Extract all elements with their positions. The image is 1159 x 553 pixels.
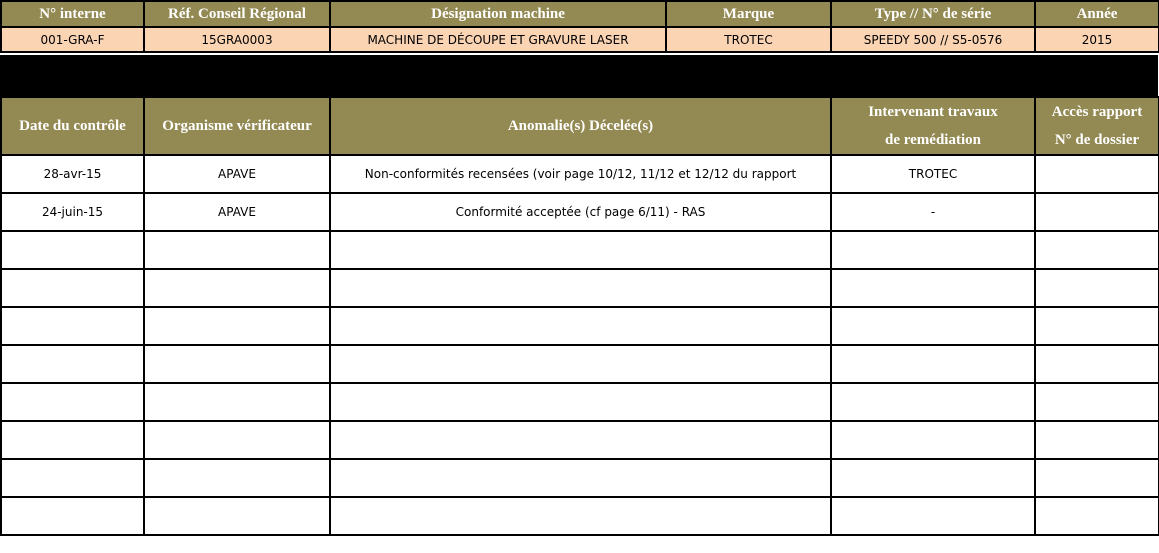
cell-date[interactable] bbox=[1, 269, 144, 307]
cell-intervenant[interactable] bbox=[831, 421, 1035, 459]
control-row bbox=[1, 193, 1159, 231]
header-acces-line1: Accès rapport bbox=[1051, 104, 1143, 120]
header-type-numero-serie[interactable]: Type // N° de série bbox=[831, 1, 1035, 27]
cell-intervenant[interactable] bbox=[831, 307, 1035, 345]
cell-acces[interactable] bbox=[1035, 231, 1159, 269]
cell-anomalies[interactable]: Conformité acceptée (cf page 6/11) - RAS bbox=[330, 193, 831, 231]
cell-ref-conseil-regional[interactable]: 15GRA0003 bbox=[144, 27, 330, 52]
cell-organisme[interactable] bbox=[144, 459, 330, 497]
black-separator-band bbox=[0, 55, 1158, 96]
control-row bbox=[1, 383, 1159, 421]
control-row bbox=[1, 269, 1159, 307]
control-rows bbox=[1, 155, 1159, 535]
cell-anomalies[interactable] bbox=[330, 231, 831, 269]
cell-date[interactable] bbox=[1, 421, 144, 459]
cell-acces[interactable] bbox=[1035, 421, 1159, 459]
cell-type-numero-serie[interactable]: SPEEDY 500 // S5-0576 bbox=[831, 27, 1035, 52]
machine-value-row bbox=[1, 27, 1159, 52]
cell-intervenant[interactable] bbox=[831, 345, 1035, 383]
control-row bbox=[1, 155, 1159, 193]
cell-anomalies[interactable]: Non-conformités recensées (voir page 10/12, 11/12 et 12/12 du rapport bbox=[330, 155, 831, 193]
cell-date[interactable] bbox=[1, 307, 144, 345]
machine-info-table bbox=[0, 0, 1159, 53]
cell-date[interactable] bbox=[1, 459, 144, 497]
cell-organisme[interactable] bbox=[144, 269, 330, 307]
control-row bbox=[1, 421, 1159, 459]
cell-intervenant[interactable] bbox=[831, 459, 1035, 497]
cell-acces[interactable] bbox=[1035, 497, 1159, 535]
header-date-controle[interactable]: Date du contrôle bbox=[1, 97, 144, 155]
cell-intervenant[interactable] bbox=[831, 383, 1035, 421]
control-history-table bbox=[0, 96, 1159, 536]
cell-intervenant[interactable] bbox=[831, 497, 1035, 535]
cell-anomalies[interactable] bbox=[330, 421, 831, 459]
cell-anomalies[interactable] bbox=[330, 345, 831, 383]
control-row bbox=[1, 497, 1159, 535]
header-designation-machine[interactable]: Désignation machine bbox=[330, 1, 666, 27]
cell-organisme[interactable] bbox=[144, 383, 330, 421]
cell-intervenant[interactable] bbox=[831, 231, 1035, 269]
header-acces-line2: N° de dossier bbox=[1054, 132, 1140, 148]
cell-organisme[interactable] bbox=[144, 421, 330, 459]
cell-date[interactable] bbox=[1, 345, 144, 383]
cell-date[interactable]: 24-juin-15 bbox=[1, 193, 144, 231]
cell-date[interactable]: 28-avr-15 bbox=[1, 155, 144, 193]
cell-organisme[interactable]: APAVE bbox=[144, 155, 330, 193]
cell-anomalies[interactable] bbox=[330, 307, 831, 345]
control-row bbox=[1, 459, 1159, 497]
cell-organisme[interactable] bbox=[144, 231, 330, 269]
cell-acces[interactable] bbox=[1035, 459, 1159, 497]
cell-annee[interactable]: 2015 bbox=[1035, 27, 1159, 52]
control-row bbox=[1, 231, 1159, 269]
header-anomalies[interactable]: Anomalie(s) Décelée(s) bbox=[330, 97, 831, 155]
cell-date[interactable] bbox=[1, 231, 144, 269]
cell-acces[interactable] bbox=[1035, 307, 1159, 345]
header-marque[interactable]: Marque bbox=[666, 1, 831, 27]
header-intervenant-line2: de remédiation bbox=[885, 132, 981, 148]
header-numero-interne[interactable]: N° interne bbox=[1, 1, 144, 27]
cell-intervenant[interactable]: - bbox=[831, 193, 1035, 231]
cell-organisme[interactable]: APAVE bbox=[144, 193, 330, 231]
cell-date[interactable] bbox=[1, 497, 144, 535]
cell-numero-interne[interactable]: 001-GRA-F bbox=[1, 27, 144, 52]
header-organisme-verificateur[interactable]: Organisme vérificateur bbox=[144, 97, 330, 155]
machine-header-row bbox=[1, 1, 1159, 27]
cell-marque[interactable]: TROTEC bbox=[666, 27, 831, 52]
control-row bbox=[1, 307, 1159, 345]
header-acces-rapport[interactable] bbox=[1035, 97, 1159, 155]
cell-organisme[interactable] bbox=[144, 345, 330, 383]
cell-intervenant[interactable] bbox=[831, 269, 1035, 307]
cell-acces[interactable] bbox=[1035, 193, 1159, 231]
cell-acces[interactable] bbox=[1035, 269, 1159, 307]
header-intervenant[interactable] bbox=[831, 97, 1035, 155]
cell-intervenant[interactable]: TROTEC bbox=[831, 155, 1035, 193]
header-intervenant-line1: Intervenant travaux bbox=[868, 104, 998, 120]
cell-organisme[interactable] bbox=[144, 497, 330, 535]
cell-acces[interactable] bbox=[1035, 345, 1159, 383]
cell-anomalies[interactable] bbox=[330, 269, 831, 307]
cell-designation-machine[interactable]: MACHINE DE DÉCOUPE ET GRAVURE LASER bbox=[330, 27, 666, 52]
header-ref-conseil-regional[interactable]: Réf. Conseil Régional bbox=[144, 1, 330, 27]
cell-anomalies[interactable] bbox=[330, 459, 831, 497]
cell-anomalies[interactable] bbox=[330, 497, 831, 535]
header-annee[interactable]: Année bbox=[1035, 1, 1159, 27]
cell-date[interactable] bbox=[1, 383, 144, 421]
cell-anomalies[interactable] bbox=[330, 383, 831, 421]
cell-acces[interactable] bbox=[1035, 383, 1159, 421]
control-row bbox=[1, 345, 1159, 383]
control-header-row bbox=[1, 97, 1159, 155]
cell-organisme[interactable] bbox=[144, 307, 330, 345]
cell-acces[interactable] bbox=[1035, 155, 1159, 193]
